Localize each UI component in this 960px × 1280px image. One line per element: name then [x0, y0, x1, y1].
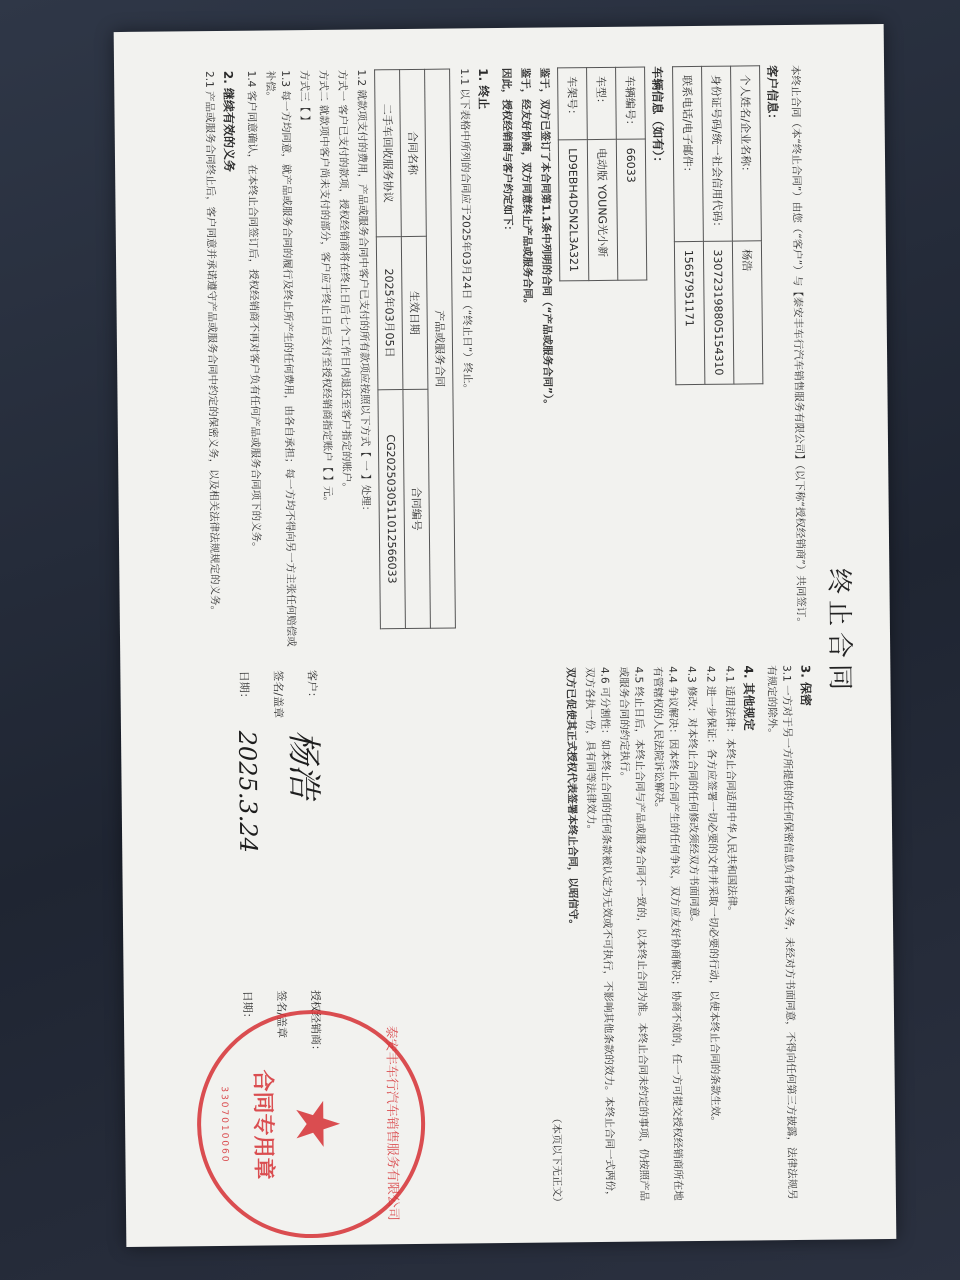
- clause-3-1: 3.1 一方对于另一方所提供的任何保密信息负有保密义务，未经对方书面同意，不得向任何第三方披露，法律法规另有规定的除外。: [765, 664, 798, 1200]
- preamble-2: 鉴于，经友好协商，双方同意终止产品或服务合同。: [519, 67, 534, 310]
- clause-4-4: 4.4 争议解决：因本终止合同产生的任何争议，双方应友好协商解决；协商不成的，任一方可提交授权经销商所在地有管辖权的人民法院诉讼解决。: [651, 666, 684, 1201]
- table-cell-label: 身份证号码/统一社会信用代码：: [702, 66, 733, 241]
- vehicle-info-table: [557, 67, 647, 282]
- customer-sign-label: 签名/盖章: [271, 670, 285, 719]
- preamble-1: 鉴于，双方已签订了本合同第1.1条中列明的合同（“产品或服务合同”）。: [538, 67, 554, 410]
- table-row: [702, 66, 734, 384]
- contract-number-cell: CG20250305110125660​33: [378, 389, 406, 629]
- customer-signature: 杨浩: [282, 729, 324, 799]
- preamble-3: 因此，授权经销商与客户约定如下：: [500, 67, 514, 237]
- customer-section-title: 客户信息：: [765, 65, 780, 126]
- clause-1-3: 1.3 每一方均同意，就产品或服务合同的履行及终止所产生的任何费用，由各自承担；每一方均不得向另一方主张任何赔偿或补偿。: [264, 70, 298, 647]
- table-row: [673, 66, 705, 384]
- signing-intro: 双方已促使其正式授权代表签署本终止合同，以昭信守。: [564, 667, 580, 930]
- contract-sheet: [114, 24, 897, 1247]
- seal-star-icon: ★: [281, 1096, 352, 1152]
- customer-label: 客户：: [305, 669, 319, 704]
- section-3-title: 3. 保密: [798, 664, 813, 707]
- contract-date-cell: 2025年03月05日: [376, 237, 403, 390]
- clause-1-2-option-2: 方式二 就款项中客户尚未支付的部分，客户应于终止日后支付至授权经销商指定账户【 】元。: [317, 69, 334, 508]
- table-group-header: 产品或服务合同: [425, 69, 456, 628]
- no-more-text-note: （本页以下无正文）: [550, 1112, 563, 1208]
- clause-1-4: 1.4 客户同意确认，在本终止合同签订后，授权经销商不再对客户负有任何产品或服务合同项下的义务。: [245, 70, 263, 553]
- contract-page: [114, 24, 897, 1247]
- contract-title: 终止合同: [823, 567, 855, 697]
- column-header-name: 合同名称: [400, 69, 427, 236]
- table-row: [731, 66, 763, 384]
- left-column: [197, 65, 812, 651]
- customer-signature-date: 2025.3.24: [232, 730, 263, 854]
- clause-4-1: 4.1 适用法律：本终止合同适用中华人民共和国法律。: [723, 665, 738, 917]
- table-cell-label: 车型：: [587, 67, 617, 139]
- column-header-number: 合同编号: [403, 389, 431, 629]
- table-cell-value: 15657951171: [674, 241, 704, 384]
- table-cell-value: 330723198805154310: [703, 241, 733, 384]
- table-cell-value: 杨浩: [732, 241, 762, 384]
- seal-number: 3307010060: [218, 1086, 230, 1164]
- column-header-date: 生效日期: [401, 236, 428, 389]
- company-seal: [196, 1009, 426, 1239]
- customer-info-table: [672, 65, 763, 385]
- section-1-title: 1. 终止: [476, 68, 491, 110]
- table-row: [558, 68, 589, 281]
- table-row: [616, 67, 647, 280]
- clause-4-5: 4.5 终止日后，本终止合同与产品或服务合同不一致的，以本终止合同为准。本终止合同未约定的事项，仍按照产品或服务合同的约定执行。: [617, 666, 650, 1202]
- dealer-sign-label: 签名/盖章: [274, 990, 289, 1039]
- dealer-label: 授权经销商：: [308, 989, 323, 1057]
- clause-4-2: 4.2 进一步保证：各方应签署一切必要的文件并采取一切必要的行动，以使本终止合同的条款生效。: [704, 665, 722, 1127]
- table-row: [587, 67, 618, 280]
- seal-purpose: 合同专用章: [249, 1069, 276, 1180]
- vehicle-section-title: 车辆信息（如有）：: [650, 66, 666, 169]
- table-cell-value: 66033: [616, 139, 646, 280]
- right-column: [539, 665, 826, 1208]
- contract-name-cell: 二手车回收服务协议: [375, 70, 402, 237]
- table-cell-label: 联系电话/电子邮件：: [673, 66, 704, 241]
- clause-4-6: 4.6 可分割性：如本终止合同的任何条款被认定为无效或不可执行，不影响其他条款的效力。本终止合同一式两份，双方各执一份，具有同等法律效力。: [583, 666, 616, 1202]
- table-cell-label: 车架号：: [558, 68, 588, 140]
- section-4-title: 4. 其他规定: [741, 665, 757, 731]
- clause-1-2: 1.2 就款项支付的费用，产品或服务合同中客户已支付的所有款项应按照以下方式【 一 】处理：: [355, 69, 372, 517]
- clause-2-1: 2.1 产品或服务合同终止后，客户同意并承诺遵守产品或服务合同中约定的保密义务，以及相关法律法规规定的义务。: [203, 71, 221, 617]
- intro-text: 本终止合同（本“终止合同”）由您（“客户”）与【泰安丰车行汽车销售服务有限公司】（以下称“授权经销商”）共同签订。: [789, 64, 807, 628]
- dealer-date-label: 日期：: [240, 990, 255, 1024]
- table-cell-value: 电动版 YOUNG光小新: [587, 139, 617, 280]
- table-cell-label: 车辆编号：: [616, 67, 646, 139]
- clause-1-2-option-1: 方式一 客户已支付的款项，授权经销商将在终止日后七个工作日内退还至客户指定的账户。: [336, 69, 353, 494]
- clause-1-2-option-3: 方式三【 】: [298, 70, 311, 126]
- table-cell-label: 个人姓名/企业名称：: [731, 66, 762, 241]
- section-2-title: 2. 继续有效的义务: [221, 70, 237, 173]
- table-cell-value: LD9EBH4D5N2L3A321: [558, 140, 588, 281]
- clause-4-3: 4.3 修改：对本终止合同的任何修改须经双方书面同意。: [685, 665, 701, 928]
- seal-company-name: 泰安丰车行汽车销售服务有限公司: [383, 1025, 401, 1221]
- contract-table: [374, 69, 456, 630]
- customer-date-label: 日期：: [237, 670, 251, 704]
- clause-1-1: 1.1 以下表格中所列的合同应于2025年03月24日（“终止日”）终止。: [458, 68, 474, 395]
